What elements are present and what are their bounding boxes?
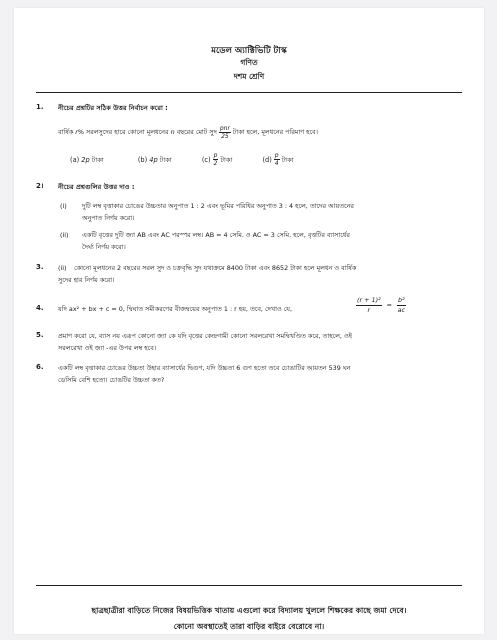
q1-option-a: (a) 2p টাকা (70, 155, 104, 164)
q2-i-line2: অনুপাত নির্ণয় করো। (82, 214, 135, 222)
q6-line1: একটি লম্ব বৃত্তাকার চোঙের উচ্চতা উহার ব্যাসার্ধের দ্বিগুণ, যদি উচ্চতা 6 গুণ হতো তবে চোঙাটির আয়তন 539 ঘন (58, 364, 351, 372)
q4-number: 4. (36, 304, 44, 312)
q1-text-c: বছরের মোট সুদ (176, 128, 217, 136)
q5-line2: সরলরেখা ওই জ্যা -এর উপর লম্ব হবে। (58, 344, 157, 352)
q1-fraction: $\frac{\text{pnr}}{25}$ (219, 125, 230, 140)
q2-i-line1: দুটি লম্ব বৃত্তাকার চোঙের উচ্চতার অনুপাত 1 : 2 এবং ভূমির পরিধির অনুপাত 3 : 4 হলে, তাদের আয়তনের (82, 202, 354, 210)
q1-heading: নীচের প্রশ্নটির সঠিক উত্তর নির্বাচন করো : (58, 104, 168, 112)
q5-line1: প্রমাণ করো যে, ব্যাস নয় এরূপ কোনো জ্যা কে যদি বৃত্তের কেন্দ্রগামী কোনো সরলরেখা সমদ্বিখণ্ডিত করে, তাহলে, ওই (58, 332, 352, 340)
q2-ii-line2: দৈর্ঘ্য নির্ণয় করো। (82, 243, 126, 251)
q1-text-a: বার্ষিক (58, 128, 74, 136)
q4-equation: $\frac{\text{(r + 1)²}}{r}$ = $\frac{\text{b²}}{ac}$ (357, 296, 406, 314)
footer-line-2: কোনো অবস্থাতেই তারা বাড়ির বাইরে বেরোবে না। (173, 622, 325, 631)
q1-var-r: r (75, 128, 78, 136)
q3-line2: সুদের হার নির্ণয় করো। (58, 276, 115, 284)
q2-ii-label: (ii) (60, 231, 69, 239)
q2-number: 2। (36, 182, 44, 190)
q1-number: 1. (36, 103, 44, 111)
q1-option-b: (b) 4p টাকা (137, 155, 172, 164)
q1-option-d: (d) $\frac{p}{4}$ টাকা (262, 152, 294, 167)
q1-text (58, 125, 318, 140)
header-divider (36, 92, 462, 93)
q3-label: (ii) (58, 264, 67, 272)
q1-option-c: (c) $\frac{p}{2}$ টাকা (201, 152, 233, 167)
q4-text: যদি ax² + bx + c = 0, দ্বিঘাত সমীকরণের বীজদ্বয়ের অনুপাত 1 : r হয়, তবে, দেখাও যে, (58, 305, 293, 313)
footer-line-1: ছাত্রছাত্রীরা বাড়িতে নিজের বিষয়ভিত্তিক খাতায় এগুলো করে বিদ্যালয় খুললে শিক্ষকের কাছে জমা দেবে। (91, 606, 407, 615)
q3-line1: কোনো মূলধনের 2 বছরের সরল সুদ ও চক্রবৃদ্ধি সুদ যথাক্রমে 8400 টাকা এবং 8652 টাকা হলে মূলধন ও বার্ষিক (74, 264, 357, 272)
page-title: মডেল অ্যাক্টিভিটি টাস্ক (211, 46, 287, 56)
q6-line2: ডেসিমি বেশি হতো। চোঙটির উচ্চতা কত? (58, 376, 165, 384)
q2-heading: নীচের প্রশ্নগুলির উত্তর দাও : (58, 183, 135, 191)
q1-var-n: n (170, 128, 175, 136)
footer-divider (36, 585, 462, 586)
worksheet-page (14, 8, 484, 634)
q2-i-label: (i) (60, 202, 67, 210)
q6-number: 6. (36, 363, 44, 371)
q1-text-d: টাকা হলে, মূলধনের পরিমাণ হবে। (232, 128, 318, 136)
class-title: দশম শ্রেণি (233, 72, 265, 81)
q5-number: 5. (36, 331, 44, 339)
q2-ii-line1: একটি বৃত্তের দুটি জ্যা AB এবং AC পরস্পর লম্ব। AB = 4 সেমি. ও AC = 3 সেমি. হলে, বৃত্তটির ব্যাসার্ধের (82, 231, 350, 239)
subject-title: গণিত (240, 58, 258, 67)
q1-options (70, 152, 316, 167)
q3-number: 3. (36, 263, 44, 271)
q1-text-b: % সরলসুদের হারে কোনো মূলধনের (77, 128, 169, 136)
